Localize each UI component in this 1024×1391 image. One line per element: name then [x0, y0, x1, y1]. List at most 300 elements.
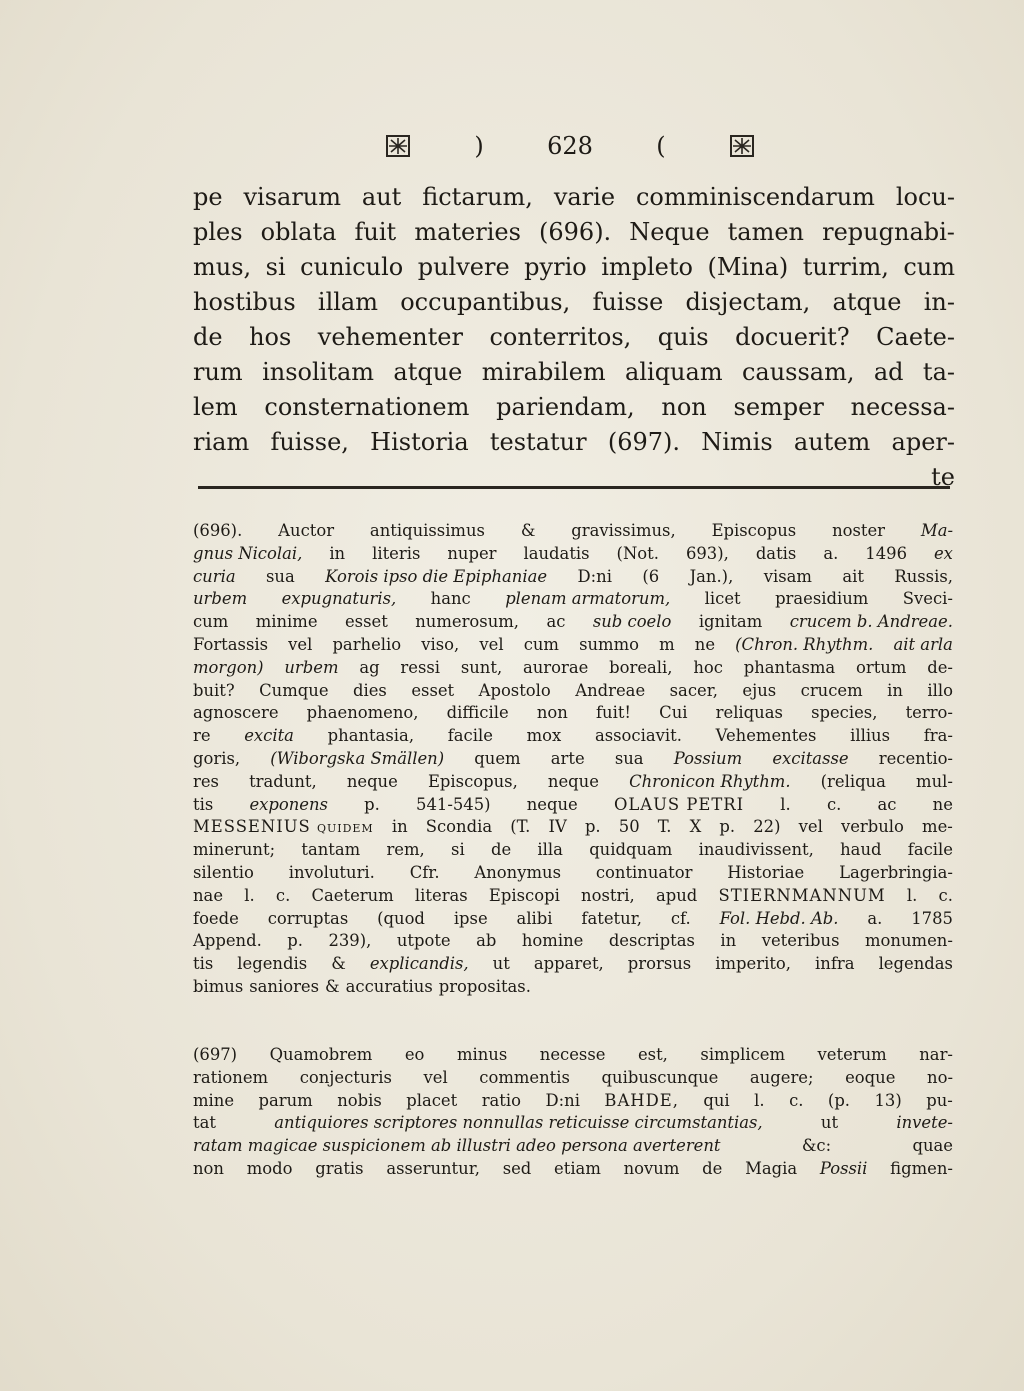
- word: ne: [694, 634, 716, 654]
- word: goris,: [193, 748, 241, 768]
- word: ab: [476, 931, 497, 951]
- word: consternationem: [264, 393, 470, 421]
- text-line: [193, 320, 955, 355]
- word: (696).: [193, 521, 243, 540]
- word: reliquas: [715, 703, 783, 723]
- word: docuerit?: [735, 323, 850, 351]
- word: datis: [755, 543, 797, 563]
- word: Neque: [629, 218, 710, 246]
- word: materies: [414, 218, 521, 246]
- word: res: [193, 771, 219, 791]
- word: quem: [474, 748, 521, 768]
- word: ejus: [742, 680, 777, 700]
- text-line: [193, 794, 953, 817]
- word: Fol. Hebd. Ab.: [719, 908, 839, 928]
- text-line: [193, 930, 953, 953]
- word: conterritos,: [489, 323, 632, 351]
- word: STIERNMANNUM: [718, 885, 886, 905]
- word: Scondia: [425, 817, 493, 837]
- word: augere;: [749, 1067, 814, 1087]
- text-line: [193, 702, 953, 725]
- word: conjecturis: [299, 1067, 392, 1087]
- word: illo: [927, 680, 953, 700]
- word: de: [702, 1158, 723, 1178]
- word: ratio: [481, 1090, 521, 1110]
- word: corruptas: [267, 908, 349, 928]
- word: novum: [623, 1158, 680, 1178]
- word: no-: [927, 1067, 953, 1087]
- word: Episcopus,: [427, 771, 518, 791]
- word: tat: [193, 1113, 216, 1133]
- word: necessa-: [850, 393, 955, 421]
- word: imperito,: [715, 954, 791, 974]
- word: propositas.: [438, 976, 531, 996]
- word: vel: [479, 634, 504, 654]
- word: dies: [353, 680, 387, 700]
- word: hos: [249, 323, 292, 351]
- word: fictarum,: [422, 183, 533, 211]
- word: (quod: [377, 908, 425, 928]
- word: Caeterum: [311, 885, 394, 905]
- word: cum: [903, 253, 955, 281]
- word: invete-: [896, 1113, 953, 1133]
- word: crucem b. Andreae.: [789, 612, 953, 632]
- word: esset: [411, 680, 455, 700]
- word: tantam: [301, 840, 361, 860]
- word: praesidium: [775, 589, 869, 609]
- word: haud: [840, 840, 882, 860]
- word: minus: [456, 1045, 508, 1064]
- word: gravissimus,: [571, 521, 676, 540]
- text-line: [193, 680, 953, 703]
- text-line: [193, 634, 953, 657]
- word: aurorae: [522, 657, 589, 677]
- word: legendas: [878, 954, 953, 974]
- word: ac: [546, 612, 566, 632]
- text-line: [193, 1067, 953, 1090]
- word: Possii: [819, 1158, 868, 1178]
- header-left-mark: ): [474, 132, 484, 160]
- word: in-: [923, 288, 955, 316]
- text-line: [193, 180, 955, 215]
- word: tis: [193, 954, 214, 974]
- word: vehementer: [317, 323, 463, 351]
- word: in: [329, 543, 346, 563]
- word: Magia: [745, 1158, 798, 1178]
- text-line: [193, 771, 953, 794]
- word: commentis: [479, 1067, 570, 1087]
- word: a.: [823, 543, 839, 563]
- word: Episcopus: [711, 521, 797, 540]
- word: sua: [614, 748, 644, 768]
- word: nobis: [337, 1090, 382, 1110]
- word: nar-: [919, 1045, 953, 1064]
- word: continuator: [595, 862, 693, 882]
- word: buit?: [193, 680, 235, 700]
- word: Chronicon Rhythm.: [629, 771, 791, 791]
- word: (T.: [510, 817, 531, 837]
- word: aper-: [891, 428, 955, 456]
- word: veterum: [817, 1045, 887, 1064]
- word: licet: [704, 589, 741, 609]
- catchword-line: [193, 460, 955, 495]
- word: asseruntur,: [386, 1158, 480, 1178]
- main-text: [193, 180, 955, 495]
- word: p.: [287, 931, 303, 951]
- word: Apostolo: [478, 680, 551, 700]
- word: facile: [907, 840, 953, 860]
- text-line: [193, 1090, 953, 1113]
- text-line: [193, 425, 955, 460]
- word: excitasse: [772, 748, 849, 768]
- word: Append.: [193, 931, 262, 951]
- word: &: [520, 521, 536, 540]
- text-line: [193, 725, 953, 748]
- word: 693),: [685, 543, 729, 563]
- word: mirabilem: [481, 358, 606, 386]
- word: arte: [550, 748, 585, 768]
- word: sub coelo: [592, 612, 672, 632]
- word: Auctor: [278, 521, 335, 540]
- word: l.: [244, 885, 255, 905]
- word: non: [536, 703, 568, 723]
- word: sunt,: [460, 657, 503, 677]
- word: involuturi.: [288, 862, 375, 882]
- word: cf.: [670, 908, 691, 928]
- word: antiquiores scriptores nonnullas reticuisse circumstantias,: [274, 1113, 763, 1133]
- word: cum: [193, 612, 229, 632]
- word: difficile: [446, 703, 509, 723]
- word: c.: [938, 885, 953, 905]
- word: ut: [492, 954, 510, 974]
- ornament-icon: [729, 134, 755, 158]
- word: Episcopi: [488, 885, 560, 905]
- word: vel: [798, 817, 823, 837]
- word: Lagerbringia-: [839, 862, 953, 882]
- word: agnoscere: [193, 703, 279, 723]
- word: ipse: [453, 908, 488, 928]
- word: qui: [703, 1090, 730, 1110]
- word: cum: [523, 634, 559, 654]
- word: parum: [258, 1090, 313, 1110]
- word: D:ni: [577, 566, 612, 586]
- word: p.: [584, 817, 601, 837]
- word: excita: [244, 726, 294, 746]
- word: mox: [526, 726, 562, 746]
- page-number: 628: [547, 132, 593, 160]
- word: apud: [655, 885, 698, 905]
- word: Korois ipso die Epiphaniae: [325, 566, 548, 586]
- word: gnus Nicolai,: [193, 543, 303, 563]
- word: esset: [344, 612, 388, 632]
- word: ex: [933, 543, 953, 563]
- word: (Wiborgska Smällen): [270, 748, 445, 768]
- word: Jan.),: [689, 566, 734, 586]
- word: cuniculo: [300, 253, 404, 281]
- word: explicandis,: [369, 954, 469, 974]
- word: infra: [815, 954, 855, 974]
- word: de: [490, 840, 512, 860]
- word: Vehementes: [715, 726, 817, 746]
- word: 239),: [328, 931, 372, 951]
- word: 1496: [865, 543, 907, 563]
- word: quidquam: [589, 840, 673, 860]
- word: non: [661, 393, 707, 421]
- word: &: [325, 976, 340, 996]
- word: legendis: [237, 954, 308, 974]
- text-line: [193, 566, 953, 589]
- word: riam: [193, 428, 250, 456]
- word: rem,: [386, 840, 425, 860]
- word: quis: [657, 323, 709, 351]
- word: ples: [193, 218, 243, 246]
- word: Possium: [673, 748, 743, 768]
- text-line: [193, 355, 955, 390]
- word: Cfr.: [409, 862, 440, 882]
- text-line: [193, 520, 953, 543]
- text-line: [193, 839, 953, 862]
- word: placet: [406, 1090, 458, 1110]
- word: in: [391, 817, 408, 837]
- word: IV: [548, 817, 567, 837]
- text-line: [193, 953, 953, 976]
- word: apparet,: [533, 954, 604, 974]
- word: tradunt,: [249, 771, 317, 791]
- word: c.: [826, 794, 842, 814]
- word: pu-: [926, 1090, 953, 1110]
- text-line: [193, 1112, 953, 1135]
- word: si: [451, 840, 465, 860]
- word: oblata: [260, 218, 337, 246]
- word: m: [659, 634, 675, 654]
- text-line: [193, 285, 955, 320]
- word: ortum: [856, 657, 907, 677]
- word: Historia: [370, 428, 469, 456]
- word: atque: [393, 358, 463, 386]
- word: fra-: [923, 726, 953, 746]
- word: (Mina): [707, 253, 789, 281]
- word: plenam armatorum,: [505, 589, 671, 609]
- word: p.: [364, 794, 380, 814]
- word: urbem: [284, 657, 339, 677]
- word: OLAUS PETRI: [613, 794, 745, 814]
- word: Nimis: [701, 428, 773, 456]
- word: aliquam: [625, 358, 723, 386]
- word: literis: [372, 543, 421, 563]
- word: neque: [346, 771, 398, 791]
- word: locu-: [895, 183, 955, 211]
- word: in: [720, 931, 737, 951]
- text-line: [193, 816, 953, 839]
- word: ressi: [400, 657, 441, 677]
- word: ne: [932, 794, 953, 814]
- word: c.: [789, 1090, 804, 1110]
- word: fuit!: [595, 703, 631, 723]
- word: exponens: [249, 794, 328, 814]
- word: gratis: [315, 1158, 364, 1178]
- word: minime: [255, 612, 318, 632]
- word: nuper: [447, 543, 497, 563]
- word: (Chron. Rhythm.: [735, 634, 874, 654]
- word: in: [887, 680, 903, 700]
- word: mul-: [916, 771, 953, 791]
- word: numerosum,: [415, 612, 520, 632]
- word: crucem: [800, 680, 863, 700]
- word: BAHDE,: [604, 1090, 679, 1110]
- word: saniores: [249, 976, 320, 996]
- word: terro-: [905, 703, 953, 723]
- word: neque: [526, 794, 578, 814]
- word: rum: [193, 358, 243, 386]
- word: veteribus: [761, 931, 840, 951]
- text-line: [193, 1158, 953, 1181]
- word: (Not.: [616, 543, 659, 563]
- word: phantasma: [743, 657, 836, 677]
- word: Quamobrem: [269, 1045, 373, 1064]
- word: pariendam,: [496, 393, 635, 421]
- word: re: [193, 726, 211, 746]
- word: Ma-: [920, 521, 953, 540]
- word: (696).: [539, 218, 612, 246]
- word: accuratius: [345, 976, 433, 996]
- header-right-mark: (: [656, 132, 666, 160]
- text-line: [193, 611, 953, 634]
- word: literas: [414, 885, 468, 905]
- word: nae: [193, 885, 224, 905]
- word: occupantibus,: [400, 288, 571, 316]
- word: (6: [642, 566, 660, 586]
- word: lem: [193, 393, 238, 421]
- word: nostri,: [581, 885, 635, 905]
- word: descriptas: [608, 931, 695, 951]
- word: figmen-: [890, 1158, 953, 1178]
- word: bimus: [193, 976, 244, 996]
- word: Anonymus: [474, 862, 561, 882]
- word: summo: [579, 634, 639, 654]
- word: turrim,: [802, 253, 889, 281]
- word: associavit.: [594, 726, 682, 746]
- word: prorsus: [627, 954, 692, 974]
- word: &: [331, 954, 346, 974]
- word: (697): [193, 1045, 238, 1064]
- word: Andreae: [575, 680, 646, 700]
- word: comminiscendarum: [635, 183, 875, 211]
- word: est,: [637, 1045, 668, 1064]
- word: curia: [193, 566, 236, 586]
- word: mus,: [193, 253, 252, 281]
- word: (p.: [827, 1090, 851, 1110]
- word: modo: [246, 1158, 293, 1178]
- word: 1785: [911, 908, 953, 928]
- word: verbulo: [840, 817, 904, 837]
- word: 22): [753, 817, 781, 837]
- word: me-: [922, 817, 953, 837]
- word: de-: [927, 657, 953, 677]
- word: rationem: [193, 1067, 269, 1087]
- word: Cumque: [259, 680, 329, 700]
- word: sua: [266, 566, 295, 586]
- word: vel: [288, 634, 313, 654]
- word: repugnabi-: [822, 218, 955, 246]
- word: foede: [193, 908, 239, 928]
- word: phaenomeno,: [306, 703, 419, 723]
- word: simplicem: [700, 1045, 786, 1064]
- word: (697).: [607, 428, 680, 456]
- word: ignitam: [698, 612, 763, 632]
- word: vel: [423, 1067, 448, 1087]
- word: X: [689, 817, 702, 837]
- word: MESSENIUS quidem: [193, 817, 374, 837]
- word: eoque: [845, 1067, 896, 1087]
- word: non: [193, 1158, 224, 1178]
- word: boreali,: [609, 657, 673, 677]
- word: aut: [361, 183, 402, 211]
- word: semper: [733, 393, 824, 421]
- word: urbem: [193, 589, 248, 609]
- text-line: [193, 1135, 953, 1158]
- word: Historiae: [727, 862, 805, 882]
- word: testatur: [489, 428, 587, 456]
- word: ait arla: [893, 634, 953, 654]
- word: hoc: [693, 657, 723, 677]
- word: sed: [502, 1158, 532, 1178]
- catchword: te: [931, 463, 955, 491]
- word: pulvere: [417, 253, 510, 281]
- word: etiam: [554, 1158, 601, 1178]
- text-line: [193, 543, 953, 566]
- word: necesse: [539, 1045, 606, 1064]
- word: inaudivissent,: [698, 840, 814, 860]
- page-header: [385, 128, 755, 164]
- word: species,: [811, 703, 878, 723]
- word: quae: [912, 1136, 953, 1156]
- word: (reliqua: [820, 771, 886, 791]
- word: visarum: [243, 183, 342, 211]
- word: 50: [618, 817, 640, 837]
- word: illius: [850, 726, 891, 746]
- word: c.: [275, 885, 291, 905]
- word: fatetur,: [581, 908, 642, 928]
- footnote-697: [193, 1044, 953, 1181]
- word: ut: [820, 1113, 839, 1133]
- word: quibuscunque: [601, 1067, 719, 1087]
- word: l.: [780, 794, 791, 814]
- text-line: [193, 215, 955, 250]
- text-line: [193, 748, 953, 771]
- word: de: [193, 323, 223, 351]
- footnote-divider: [198, 486, 950, 489]
- word: ac: [877, 794, 897, 814]
- word: laudatis: [523, 543, 590, 563]
- word: disjectam,: [685, 288, 811, 316]
- word: D:ni: [545, 1090, 580, 1110]
- word: tis: [193, 794, 214, 814]
- word: impleto: [601, 253, 693, 281]
- text-line: [193, 862, 953, 885]
- word: insolitam: [262, 358, 375, 386]
- word: l.: [754, 1090, 765, 1110]
- word: expugnaturis,: [281, 589, 397, 609]
- word: ad: [873, 358, 904, 386]
- word: caussam,: [741, 358, 855, 386]
- word: facile: [447, 726, 493, 746]
- word: ta-: [922, 358, 955, 386]
- word: utpote: [396, 931, 451, 951]
- word: recentio-: [878, 748, 953, 768]
- text-line: [193, 908, 953, 931]
- word: illa: [537, 840, 563, 860]
- word: p.: [719, 817, 736, 837]
